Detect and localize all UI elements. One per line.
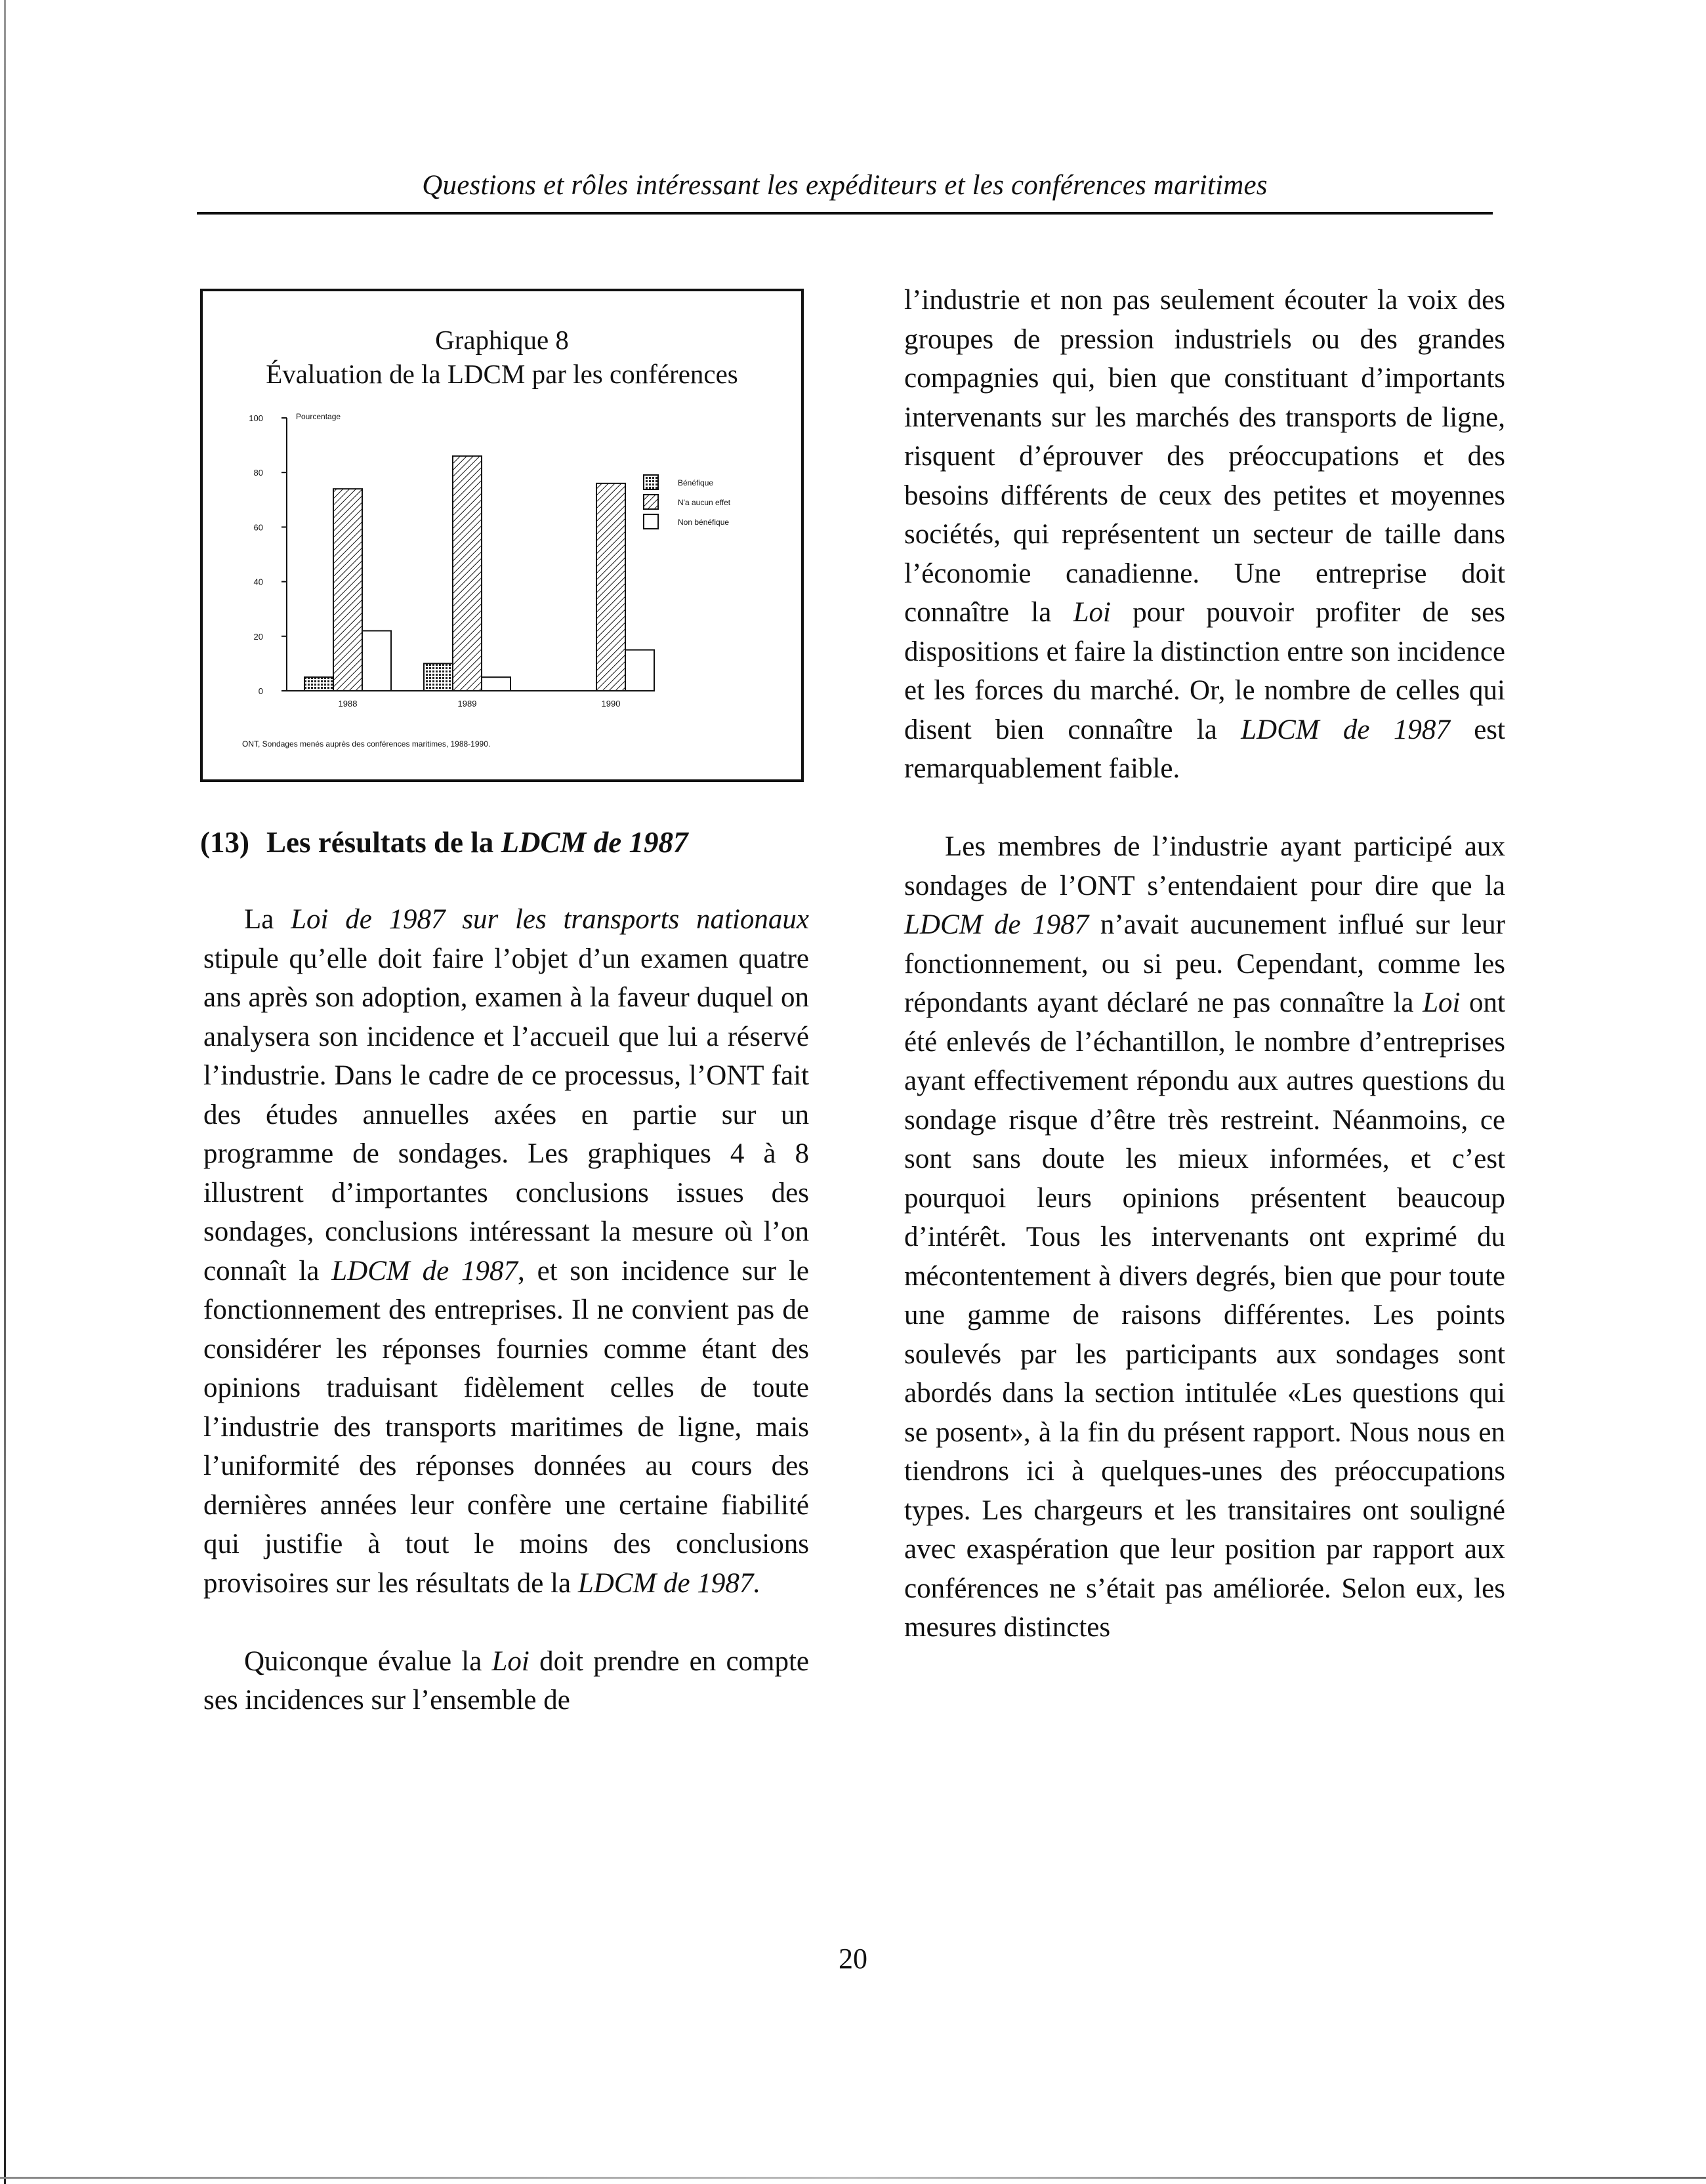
y-tick-label: 0 xyxy=(258,686,263,696)
legend-swatch-dotted xyxy=(644,475,658,489)
text-run: La xyxy=(244,904,291,935)
left-column xyxy=(203,900,809,1720)
bar-dotted-1988 xyxy=(304,677,333,691)
scan-edge-left xyxy=(4,0,6,2184)
text-run: ont été enlevés de l’échantillon, le nombre d’entreprises ayant effectivement répondu aux autres questions du sondage risque d’être très restreint. Néanmoins, ce sont sans doute les mieux informées, et c’est pourquoi leurs opinions présentent beaucoup d’intérêt. Tous les intervenants ont exprimé du mécontentement à divers degrés, bien que pour toute une gamme de raisons différentes. Les points soulevés par les participants aux sondages sont abordés dans la section intitulée «Les questions qui se posent», à la fin du présent rapport. Nous nous en tiendrons ici à quelques-unes des préoccupations types. Les chargeurs et les transitaires ont souligné avec exaspération que leur position par rapport aux conférences ne s’était pas améliorée. Selon eux, les mesures distinctes xyxy=(904,987,1505,1643)
y-tick-label: 80 xyxy=(253,468,263,478)
italic-text-run: Loi xyxy=(1423,987,1461,1018)
x-tick-label: 1988 xyxy=(338,699,358,709)
figure-box xyxy=(200,289,804,782)
x-tick-label: 1989 xyxy=(457,699,477,709)
y-tick-label: 20 xyxy=(253,631,263,642)
text-run: pour pouvoir profiter de ses dispositions et faire la distinction entre son incidence et les forces du marché. Or, le nombre de celles qui disent bien connaître la xyxy=(904,597,1505,745)
text-run: n’avait aucunement influé sur leur fonctionnement, ou si peu. Cependant, comme les répondants ayant déclaré ne pas connaître la xyxy=(904,909,1505,1018)
text-run: stipule qu’elle doit faire l’objet d’un examen quatre ans après son adoption, examen à la faveur duquel on analysera son incidence et l’accueil que lui a réservé l’industrie. Dans le cadre de ce processus, l’ONT fait des études annuelles axées en partie sur un programme de sondages. Les graphiques 4 à 8 illustrent d’importantes conclusions issues des sondages, conclusions intéressant la mesure où l’on connaît la xyxy=(203,943,809,1287)
section-title: Les résultats de la xyxy=(266,826,501,859)
text-run: , et son incidence sur le fonctionnement des entreprises. Il ne convient pas de considérer les réponses fournies comme étant des opinions traduisant fidèlement celles de toute l’industrie des transports maritimes de ligne, mais l’uniformité des réponses données au cours des dernières années leur confère une certaine fiabilité qui justifie à tout le moins des conclusions provisoires sur les résultats de la xyxy=(203,1255,809,1599)
bar-hatched-1990 xyxy=(596,484,625,691)
running-header: Questions et rôles intéressant les expéditeurs et les conférences maritimes xyxy=(422,170,1268,201)
y-tick-label: 60 xyxy=(253,522,263,533)
text-run: Les membres de l’industrie ayant participé aux sondages de l’ONT s’entendaient pour dire que la xyxy=(904,831,1505,901)
text-run: l’industrie et non pas seulement écouter la voix des groupes de pression industriels ou des grandes compagnies qui, bien que constituant d’importants intervenants sur les marchés des transports de ligne, risquent d’éprouver des préoccupations et des besoins différents de ceux des petites et moyennes sociétés, qui représentent un secteur de taille dans l’économie canadienne. Une entreprise doit connaître la xyxy=(904,285,1505,628)
bar-empty-1989 xyxy=(482,677,510,691)
italic-text-run: Loi xyxy=(491,1645,530,1677)
paragraph xyxy=(203,1642,809,1720)
legend-label: N'a aucun effet xyxy=(678,498,731,507)
legend-swatch-hatched xyxy=(644,495,658,509)
figure-title: Graphique 8 xyxy=(435,325,569,355)
bar-empty-1988 xyxy=(362,630,391,691)
scan-edge-bottom xyxy=(0,2177,1706,2179)
legend-label: Non bénéfique xyxy=(678,518,730,527)
chart-source-note: ONT, Sondages menés auprès des conférences maritimes, 1988-1990. xyxy=(242,739,491,749)
bar-hatched-1989 xyxy=(453,456,482,691)
legend-swatch-empty xyxy=(644,514,658,529)
paragraph xyxy=(904,827,1505,1647)
italic-text-run: Loi de 1987 sur les transports nationaux xyxy=(291,904,809,935)
text-run: Quiconque évalue la xyxy=(244,1645,492,1677)
italic-text-run: LDCM de 1987 xyxy=(904,909,1089,940)
y-axis-label: Pourcentage xyxy=(296,412,341,421)
bar-dotted-1989 xyxy=(424,663,453,691)
bar-hatched-1988 xyxy=(333,489,362,691)
right-column xyxy=(904,281,1505,1647)
bar-empty-1990 xyxy=(625,650,654,691)
y-tick-label: 100 xyxy=(249,413,263,423)
paragraph xyxy=(904,281,1505,789)
x-tick-label: 1990 xyxy=(601,699,621,709)
figure-subtitle: Évaluation de la LDCM par les conférences xyxy=(266,359,738,389)
bar-chart xyxy=(203,395,801,782)
section-title-italic: LDCM de 1987 xyxy=(501,826,688,859)
italic-text-run: LDCM de 1987 xyxy=(1241,714,1450,745)
paragraph xyxy=(203,900,809,1603)
y-tick-label: 40 xyxy=(253,577,263,587)
legend-label: Bénéfique xyxy=(678,478,714,487)
section-number: (13) xyxy=(200,826,249,859)
italic-text-run: LDCM de 1987. xyxy=(577,1567,761,1599)
header-rule xyxy=(197,212,1493,215)
page-number: 20 xyxy=(839,1943,867,1975)
text-run: doit prendre en compte ses incidences sur l’ensemble de xyxy=(203,1645,810,1716)
italic-text-run: Loi xyxy=(1073,597,1111,628)
italic-text-run: LDCM de 1987 xyxy=(331,1255,518,1287)
text-run: est remarquablement faible. xyxy=(904,714,1505,784)
section-heading xyxy=(200,825,804,859)
